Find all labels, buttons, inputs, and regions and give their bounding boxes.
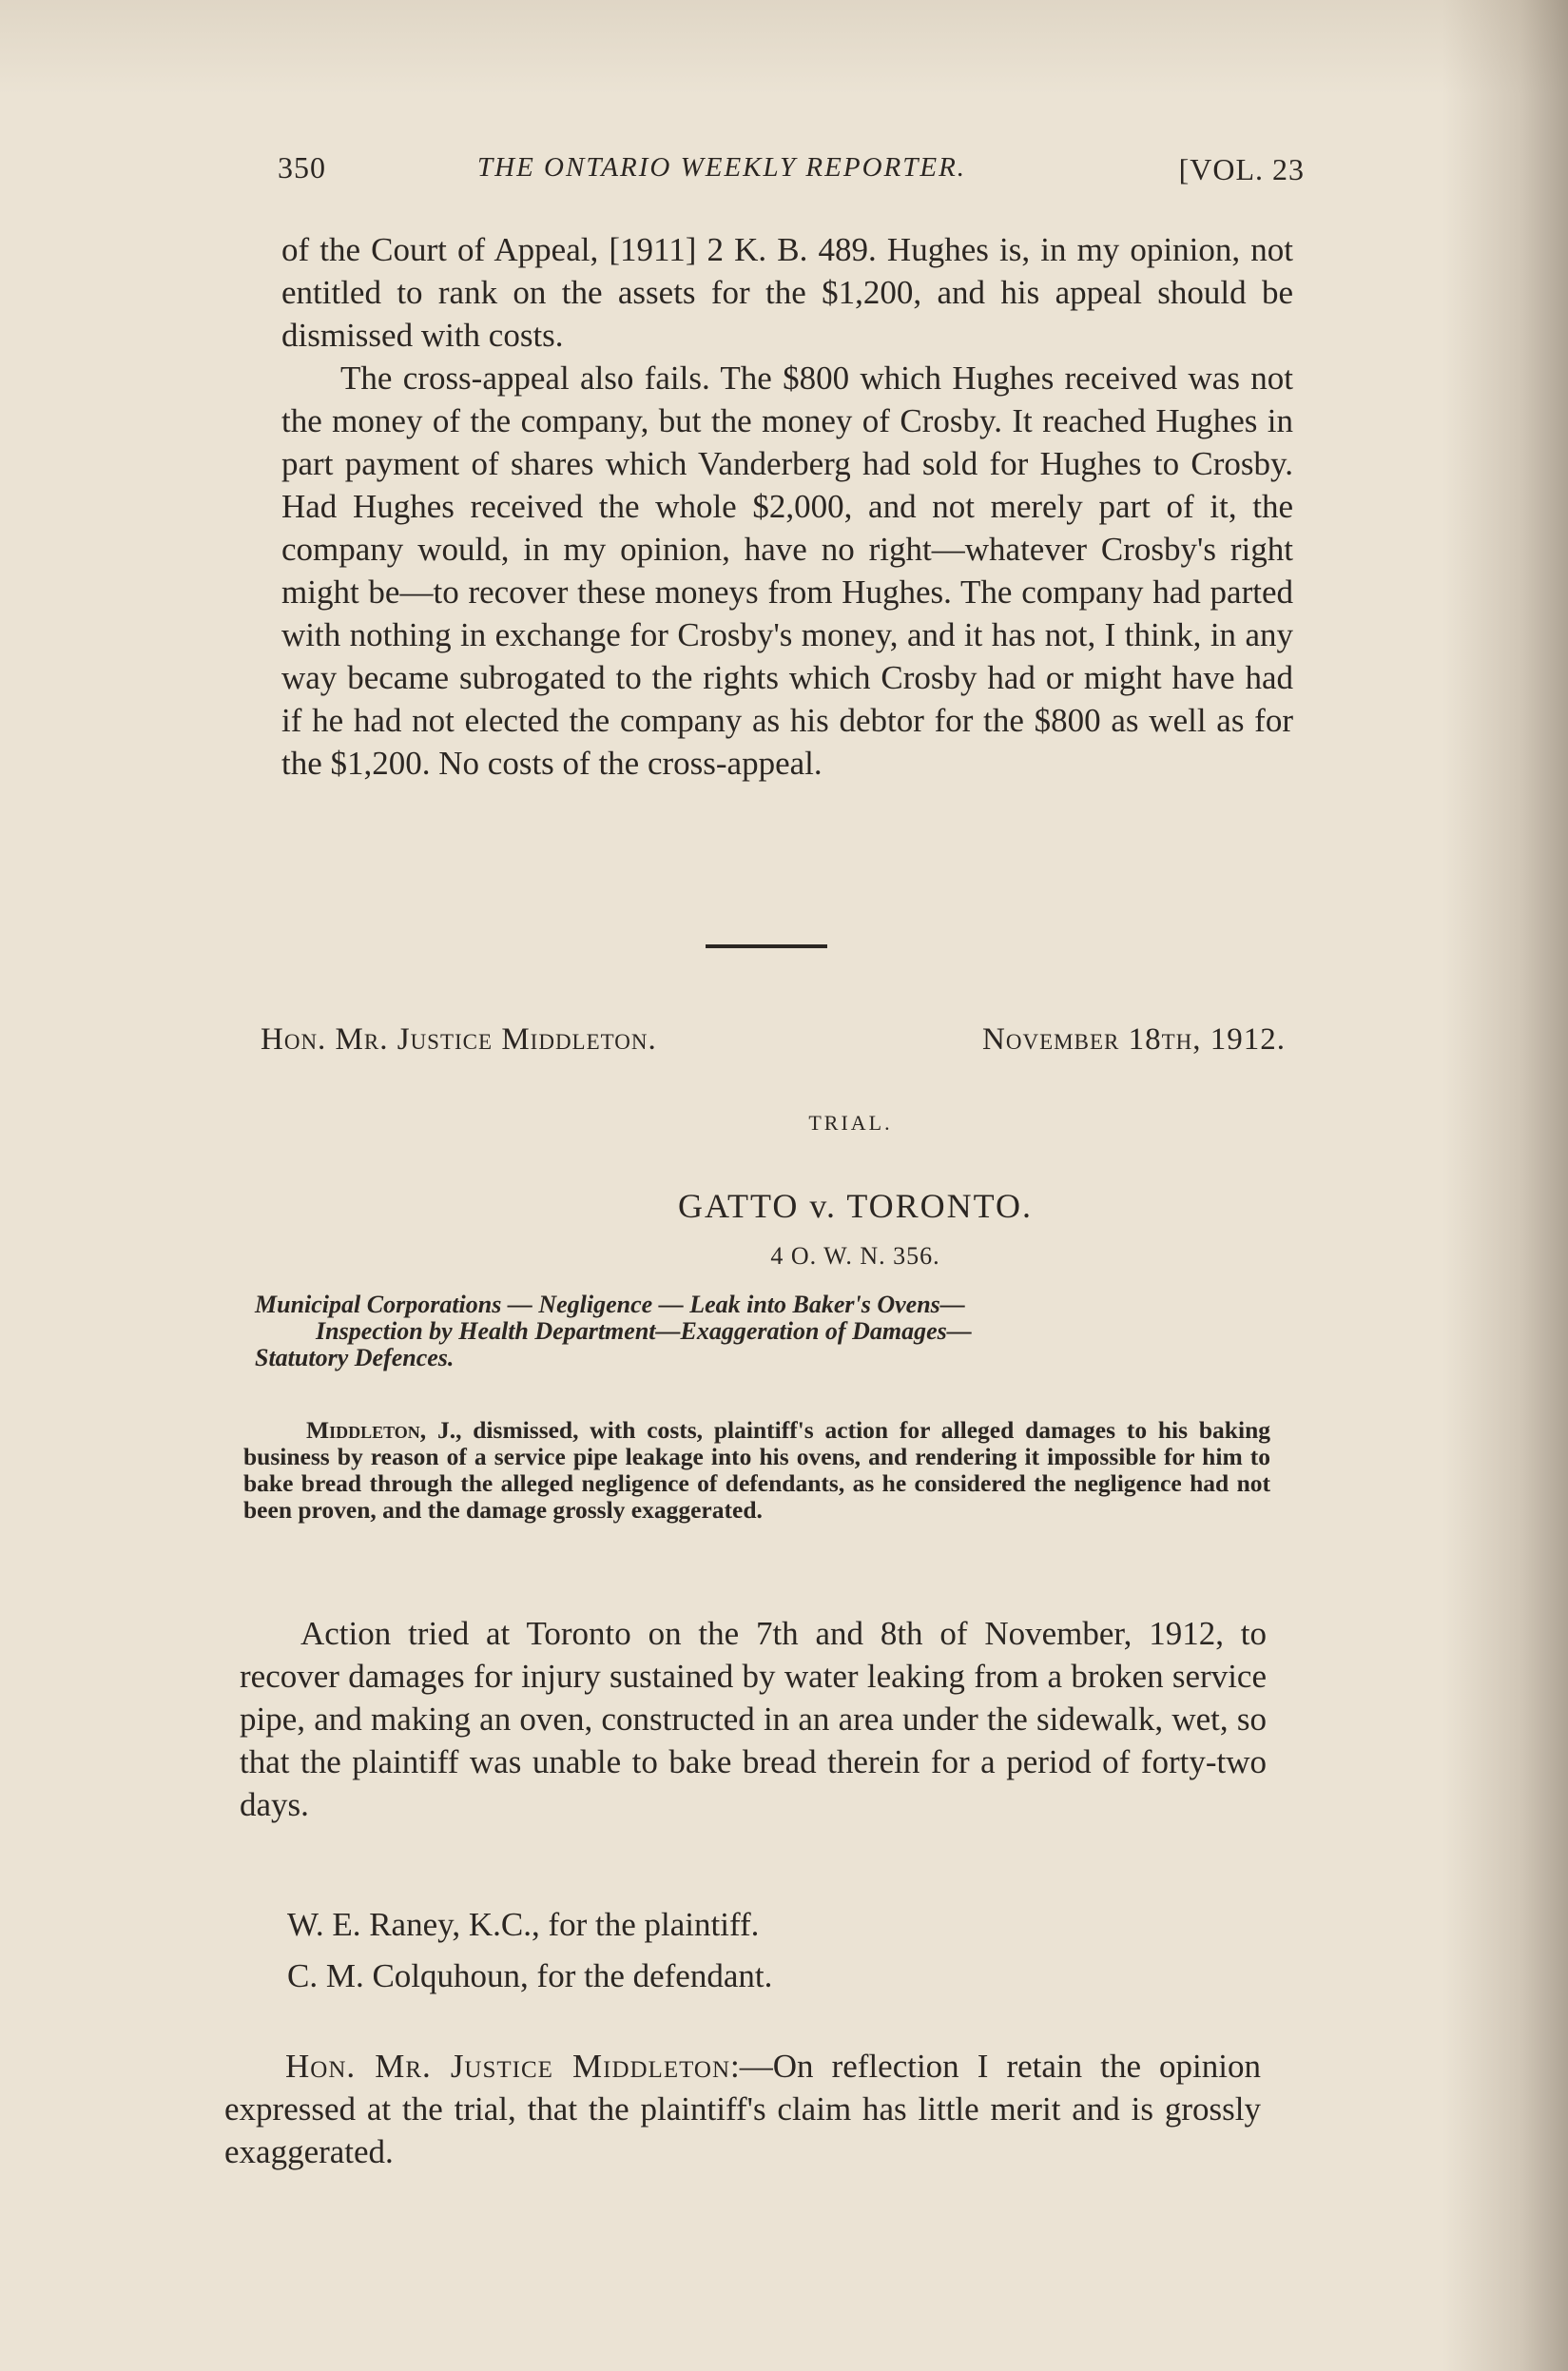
case-citation: 4 O. W. N. 356. [770,1242,940,1270]
counsel-defendant: C. M. Colquhoun, for the defendant. [287,1957,773,1994]
case-summary [243,1417,1270,1524]
statement-of-action: Action tried at Toronto on the 7th and 8th of November, 1912, to recover damages for injury sustained by water leaking from a broken service pipe, and making an oven, constructed in an area under the sidewalk, wet, so that the plaintiff was unable to bake bread therein for a period of forty-two days. [240,1615,1267,1823]
opinion-opening [224,2045,1261,2173]
headnote-line: Inspection by Health Department—Exaggeration of Damages— [316,1317,972,1345]
opinion-text: :—On reflection I retain the opinion expressed at the trial, that the plaintiff's claim has little merit and is grossly exaggerated. [224,2048,1261,2170]
headnote-line: Municipal Corporations — Negligence — Leak into Baker's Ovens— [255,1291,965,1318]
decision-date: November 18th, 1912. [982,1022,1286,1057]
judge-name: Hon. Mr. Justice Middleton. [261,1022,657,1057]
headnote [255,1292,1282,1371]
paragraph-cross-appeal: The cross-appeal also fails. The $800 which Hughes received was not the money of the company, but the money of Crosby. It reached Hughes in part payment of shares which Vanderberg had sold for Hughes to Crosby. Had Hughes received the whole $2,000, and not merely part of it, the company would, in my opinion, have no right—whatever Crosby's right might be—to recover these moneys from Hughes. The company had parted with nothing in exchange for Crosby's money, and it has not, I think, in any way became subrogated to the rights which Crosby had or might have had if he had not elected the company as his debtor for the $800 as well as for the $1,200. No costs of the cross-appeal. [281,360,1293,782]
counsel-plaintiff: W. E. Raney, K.C., for the plaintiff. [287,1906,760,1943]
case-title: GATTO v. TORONTO. [677,1187,1034,1225]
summary-judge: Middleton [306,1416,420,1444]
judge-date-line [261,1022,1286,1066]
section-divider [706,944,827,948]
summary-text: , J., dismissed, with costs, plaintiff's action for alleged damages to his baking business by reason of a service pipe leakage into his ovens, and rendering it impossible for him to bake bread through the alleged negligence of defendants, as he considered the negligence had not been proven, and the damage grossly exaggerated. [243,1416,1270,1524]
proceeding-type: TRIAL. [808,1111,893,1135]
headnote-line: Statutory Defences. [255,1344,455,1371]
running-title: THE ONTARIO WEEKLY REPORTER. [477,152,967,183]
opinion-speaker: Hon. Mr. Justice Middleton [285,2048,731,2085]
paragraph-appeal-conclusion: of the Court of Appeal, [1911] 2 K. B. 489. Hughes is, in my opinion, not entitled to rank on the assets for the $1,200, and his appeal should be dismissed with costs. [281,231,1293,354]
page-number: 350 [278,150,326,185]
volume-label: [VOL. 23 [1178,152,1305,186]
page-header [278,150,1305,198]
